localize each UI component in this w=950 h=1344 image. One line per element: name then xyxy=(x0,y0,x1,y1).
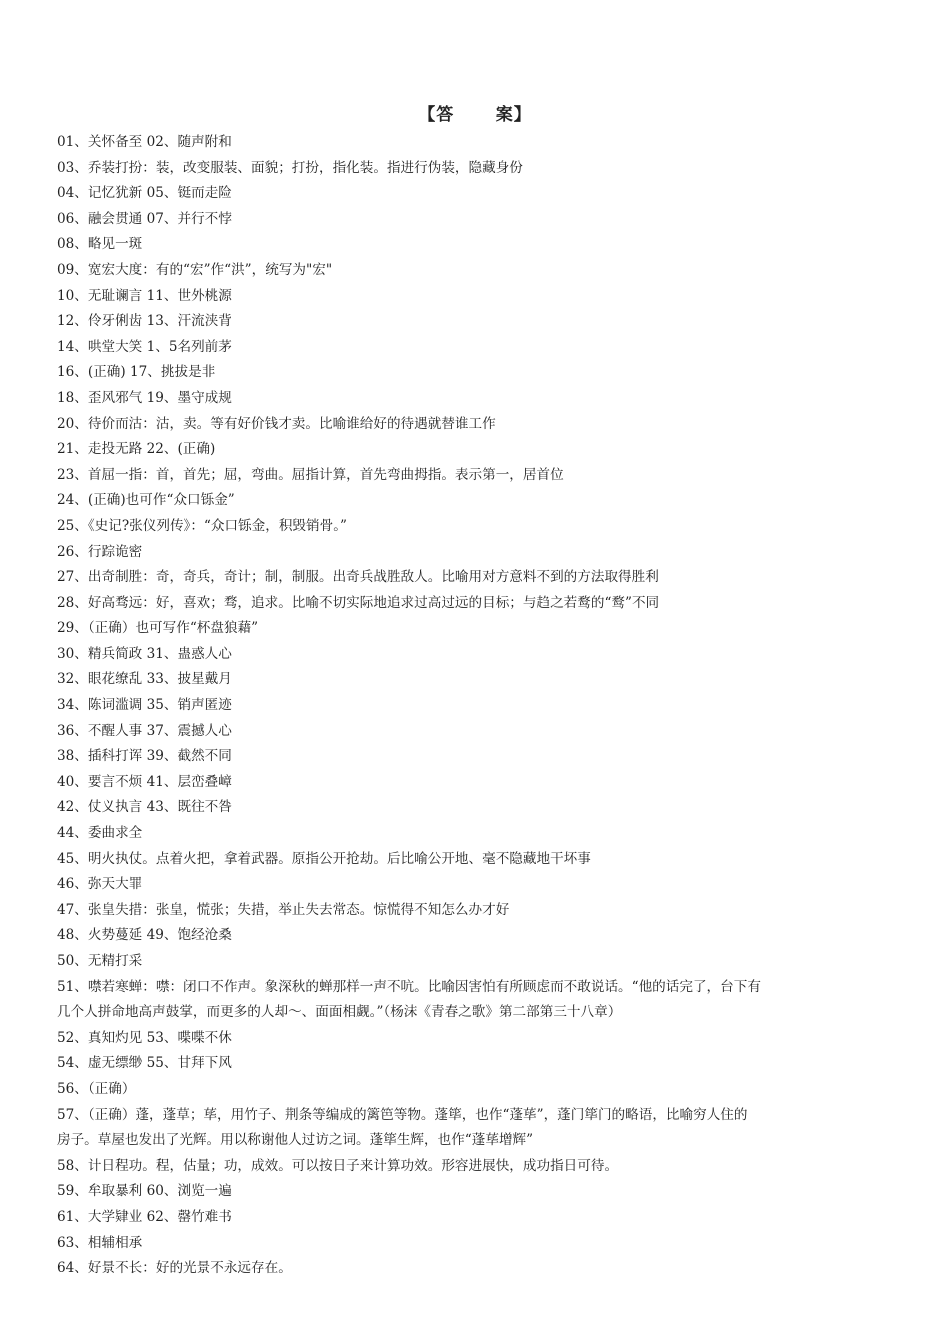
answer-line: 32、眼花缭乱 33、披星戴月 xyxy=(57,671,232,688)
answer-line: 16、(正确) 17、挑拔是非 xyxy=(57,364,216,381)
answer-line: 58、计日程功。程，估量；功，成效。可以按日子来计算功效。形容进展快，成功指日可待。 xyxy=(57,1157,619,1174)
answer-line: 42、仗义执言 43、既往不咎 xyxy=(57,799,232,816)
answer-line: 27、出奇制胜：奇，奇兵，奇计；制，制服。出奇兵战胜敌人。比喻用对方意料不到的方法取得胜利 xyxy=(57,569,659,586)
answer-line: 03、乔装打扮：装，改变服装、面貌；打扮，指化装。指进行伪装，隐藏身份 xyxy=(57,159,523,176)
answer-line: 06、融会贯通 07、并行不悖 xyxy=(57,210,232,227)
answer-line: 28、好高骛远：好，喜欢；骛，追求。比喻不切实际地追求过高过远的目标；与趋之若鹜的“鹜”不同 xyxy=(57,594,660,611)
answer-line: 26、行踪诡密 xyxy=(57,543,143,560)
answer-line: 23、首屈一指：首，首先；屈，弯曲。屈指计算，首先弯曲拇指。表示第一，居首位 xyxy=(57,466,564,483)
answer-line: 47、张皇失措：张皇，慌张；失措，举止失去常态。惊慌得不知怎么办才好 xyxy=(57,901,510,918)
answer-line: 14、哄堂大笑 1、5名列前茅 xyxy=(57,338,232,355)
answer-line: 30、精兵简政 31、蛊惑人心 xyxy=(57,645,232,662)
answer-line: 38、插科打诨 39、截然不同 xyxy=(57,748,232,765)
answer-line: 46、弥天大罪 xyxy=(57,876,143,893)
answer-line: 56、（正确） xyxy=(57,1080,136,1097)
answer-line: 59、牟取暴利 60、浏览一遍 xyxy=(57,1183,232,1200)
answer-line: 64、好景不长：好的光景不永远存在。 xyxy=(57,1260,292,1277)
answer-line: 01、关怀备至 02、随声附和 xyxy=(57,134,232,150)
answer-line: 几个人拼命地高声鼓掌，而更多的人却～、面面相觑。”（杨沫《青春之歌》第二部第三十八章） xyxy=(57,1004,622,1021)
answer-line: 61、大学肄业 62、罄竹难书 xyxy=(57,1208,232,1225)
answer-line: 08、略见一斑 xyxy=(57,236,143,253)
answer-line: 40、要言不烦 41、层峦叠嶂 xyxy=(57,773,232,790)
answer-line: 44、委曲求全 xyxy=(57,825,143,842)
answer-line: 52、真知灼见 53、喋喋不休 xyxy=(57,1029,232,1046)
answer-line: 50、无精打采 xyxy=(57,953,143,969)
page-title: 【答 案】 xyxy=(418,105,532,125)
answer-list xyxy=(57,130,893,1282)
answer-line: 12、伶牙俐齿 13、汗流浃背 xyxy=(57,313,232,330)
answer-line: 25、《史记?张仪列传》：“众口铄金，积毁销骨。” xyxy=(57,517,347,534)
answer-line: 10、无耻谰言 11、世外桃源 xyxy=(57,287,232,304)
answer-line: 36、不醒人事 37、震撼人心 xyxy=(57,722,232,739)
answer-line: 09、宽宏大度：有的“宏”作“洪”，统写为"宏" xyxy=(57,261,333,278)
answer-line: 29、（正确）也可写作“杯盘狼藉” xyxy=(57,620,259,637)
answer-line: 48、火势蔓延 49、饱经沧桑 xyxy=(57,927,232,944)
answer-line: 21、走投无路 22、(正确) xyxy=(57,441,216,458)
answer-line: 20、待价而沽：沽，卖。等有好价钱才卖。比喻谁给好的待遇就替谁工作 xyxy=(57,415,496,432)
answer-line: 18、歪风邪气 19、墨守成规 xyxy=(57,389,232,406)
answer-line: 57、（正确）蓬，蓬草；荜，用竹子、荆条等编成的篱笆等物。蓬筚，也作“蓬荜”，蓬门筚门的略语，比喻穷人住的 xyxy=(57,1106,748,1123)
answer-line: 54、虚无缥缈 55、甘拜下风 xyxy=(57,1055,232,1072)
answer-line: 34、陈词滥调 35、销声匿迹 xyxy=(57,697,232,714)
answer-line: 房子。草屋也发出了光辉。用以称谢他人过访之词。蓬筚生辉，也作“蓬荜增辉” xyxy=(57,1132,534,1149)
answer-line: 51、噤若寒蝉：噤：闭口不作声。象深秋的蝉那样一声不吭。比喻因害怕有所顾虑而不敢说话。“他的话完了，台下有 xyxy=(57,978,761,995)
answer-line: 45、明火执仗。点着火把，拿着武器。原指公开抢劫。后比喻公开地、毫不隐藏地干坏事 xyxy=(57,850,591,867)
answer-line: 04、记忆犹新 05、铤而走险 xyxy=(57,185,232,202)
answer-line: 63、相辅相承 xyxy=(57,1234,143,1251)
answer-line: 24、(正确)也可作“众口铄金” xyxy=(57,492,235,509)
